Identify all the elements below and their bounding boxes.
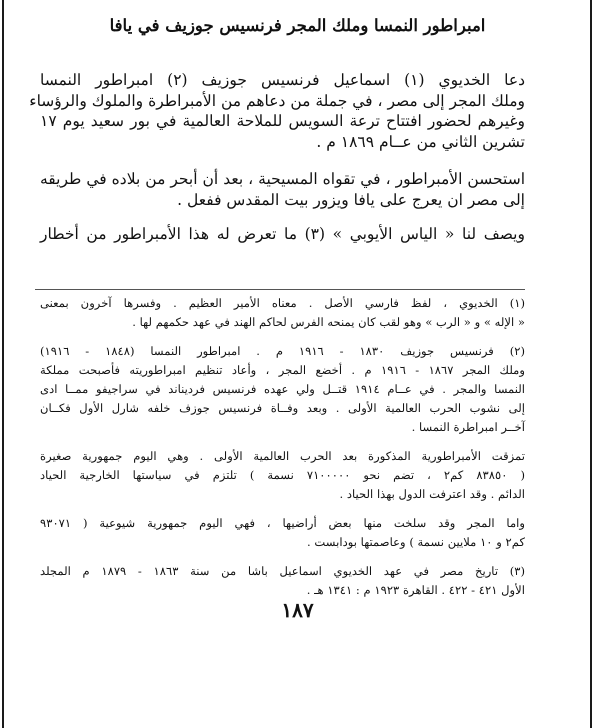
paragraph-2: [40, 169, 525, 210]
footnote-line: (١) الخديوي ، لفظ فارسي الأصل . معناه الأمير العظيم . وفسرها آخرون بمعنى: [40, 296, 525, 310]
footnote-separator: [35, 289, 525, 290]
page-title: امبراطور النمسا وملك المجر فرنسيس جوزيف في يافا: [109, 16, 486, 35]
text-line: وملك المجر إلى مصر ، في جملة من دعاهم من الأمبراطرة والملوك والرؤساء: [29, 91, 525, 110]
footnote-2-hungary: [40, 514, 525, 552]
footnote-line: آخــر امبراطرة النمسا .: [411, 420, 525, 434]
text-line: ويصف لنا « الياس الأيوبي » (٣) ما تعرض له هذا الأمبراطور من أخطار: [40, 225, 525, 243]
paragraph-1: [29, 70, 526, 152]
footnote-line: ( ٨٣٨٥٠ كم٢ ، تضم نحو ٧١٠٠٠٠٠ نسمة ) تلتزم في سياستها الخارجية الحياد: [40, 468, 525, 482]
footnote-line: « الإله » و « الرب » وهو لقب كان يمنحه الفرس لحاكم الهند في عهد حكمهم لها .: [132, 315, 525, 329]
footnotes: [40, 294, 525, 600]
footnote-line: الأول ٤٢١ - ٤٢٢ . القاهرة ١٩٢٣ م : ١٣٤١ هـ .: [306, 583, 525, 597]
text-line: استحسن الأمبراطور ، في تقواه المسيحية ، بعد أن أبحر من بلاده في طريقه: [40, 170, 525, 188]
footnote-line: كم٢ و ١٠ ملايين نسمة ) وعاصمتها بودابست .: [307, 535, 525, 549]
footnote-3: [40, 562, 525, 600]
footnote-line: تمزقت الأمبراطورية المذكورة بعد الحرب العالمية الأولى . وهي اليوم جمهورية صغيرة: [40, 449, 525, 463]
footnote-2: [40, 342, 525, 437]
footnote-2-continued: [40, 447, 525, 504]
footnote-line: الدائم . وقد اعترفت الدول بهذا الحياد .: [339, 487, 525, 501]
footnote-line: (٢) فرنسيس جوزيف ١٨٣٠ - ١٩١٦ م . امبراطور النمسا (١٨٤٨ - ١٩١٦): [40, 344, 525, 358]
footnote-line: إلى نشوب الحرب العالمية الأولى . وبعد وفــاة فرنسيس جوزف خلفه شارل الأول فكــان: [40, 401, 525, 415]
text-line: تشرين الثاني من عــام ١٨٦٩ م .: [316, 132, 525, 151]
page-number: ١٨٧: [281, 598, 314, 622]
text-line: وغيرهم لحضور افتتاح ترعة السويس للملاحة العالمية في بور سعيد يوم ١٧: [40, 112, 525, 130]
text-line: إلى مصر ان يعرج على يافا ويزور بيت المقدس ففعل .: [177, 190, 525, 209]
text-line: دعا الخديوي (١) اسماعيل فرنسيس جوزيف (٢) امبراطور النمسا: [40, 71, 526, 89]
footnote-line: واما المجر وقد سلخت منها بعض أراضيها ، فهي اليوم جمهورية شيوعية ( ٩٣٠٧١: [40, 516, 525, 530]
main-text: [29, 70, 526, 245]
paragraph-3: [40, 224, 525, 245]
footnote-1: [40, 294, 525, 332]
footnote-line: (٣) تاريخ مصر في عهد الخديوي اسماعيل باشا من سنة ١٨٦٣ - ١٨٧٩ م المجلد: [40, 564, 525, 578]
footnote-line: وملك المجر ١٨٦٧ - ١٩١٦ م . أخضع المجر ، وأعاد تنظيم امبراطوريته فأصبحت مملكة: [40, 363, 525, 377]
footnote-line: النمسا والمجر . في عــام ١٩١٤ قتــل ولي عهده فرنسيس فرديناند في سراجيفو ممــا ادى: [40, 382, 525, 396]
